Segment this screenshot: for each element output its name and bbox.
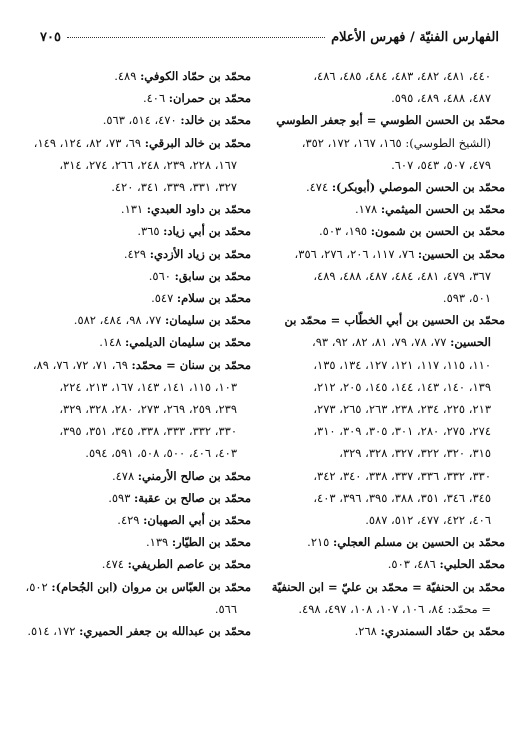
index-entry-line [1,420,251,442]
entry-name: محمّد بن أبي زياد: [163,224,251,239]
entry-page-refs: ٦٩، ٧٣، ٨٢، ١٢٤، ١٤٩، [33,135,145,150]
entry-page-refs: ٧٧، ٩٨، ٤٨٤، ٥٨٢. [73,313,165,328]
index-entry-line [1,487,251,509]
entry-name: محمّد بن عاصم الطريفي: [127,557,251,572]
entry-name: محمّد بن سلام: [176,291,251,306]
index-entry-line [255,531,505,553]
entry-page-refs: ١٣٩. [146,535,172,550]
entry-name: محمّد بن الحسن الطوسي = أبو جعفر الطوسي [276,113,505,128]
index-entry-line [255,87,505,109]
index-entry-line [1,553,251,575]
entry-name: محمّد بن سابق: [174,268,251,283]
entry-page-refs: ١٧٨. [355,202,381,217]
index-entry-line [255,220,505,242]
index-entry-line [255,398,505,420]
entry-page-refs: ٦٩، ٧١، ٧٢، ٧٦، ٨٩، [32,357,132,372]
index-entry-line [255,620,505,642]
index-entry-line [255,376,505,398]
entry-page-refs: ١٠٣، ١١٥، ١٤١، ١٤٣، ١٦٧، ٢١٣، ٢٢٤، [59,379,237,394]
entry-page-refs: ٥٩٣. [108,490,135,505]
entry-page-refs: ١٤٨. [99,335,126,350]
index-entry-line [1,531,251,553]
entry-page-refs: ٥٤٧. [151,291,177,306]
entry-name: محمّد بن الحسن الميثمي: [380,202,505,217]
entry-name: محمّد بن صالح الأرمني: [137,468,251,483]
index-entry-line [1,154,251,176]
entry-page-refs: ٢٧٤، ٢٧٥، ٢٨٠، ٣٠١، ٣٠٥، ٣٠٩، ٣١٠، [313,424,491,439]
index-entry-line [1,354,251,376]
index-entry-line [255,487,505,509]
entry-page-refs: ٤٠٦، ٤٢٢، ٤٧٧، ٥١٢، ٥٨٧. [365,513,491,528]
index-entry-line [255,65,505,87]
index-entry-line [1,309,251,331]
index-entry-line [1,176,251,198]
index-column-right [255,65,505,642]
entry-page-refs: ٧٦، ١١٧، ٢٠٦، ٢٧٦، ٣٥٦، [294,246,418,261]
entry-page-refs: ٣٢٧، ٣٣١، ٣٣٩، ٣٤١، ٤٢٠. [111,180,237,195]
index-entry-line [1,331,251,353]
entry-page-refs: ٤٢٩. [117,513,144,528]
entry-page-refs: ٤٠٦. [142,91,169,106]
index-entry-line [255,509,505,531]
entry-page-refs: ٤٧٠، ٥١٤، ٥٦٣. [102,113,181,128]
entry-page-refs: ٤٧٨. [111,468,138,483]
entry-page-refs: ٤٤٠، ٤٨١، ٤٨٢، ٤٨٣، ٤٨٤، ٤٨٥، ٤٨٦، [313,69,491,83]
entry-name: محمّد بن داود العبدي: [146,202,251,217]
entry-name: محمّد بن سليمان الديلمي: [125,335,251,350]
index-entry-line [255,154,505,176]
index-entry-line [255,109,505,131]
entry-page-refs: ١٣١. [120,202,147,217]
index-entry-line [255,465,505,487]
entry-name: محمّد بن الحسن بن شمون: [370,224,505,239]
entry-name: محمّد بن عبدالله بن جعفر الحميري: [79,624,251,639]
entry-name: محمّد بن الطيّار: [171,535,251,550]
entry-page-refs: ٤٢٩. [123,246,150,261]
entry-name: محمّد بن الحسين بن أبي الخطّاب = محمّد بن [284,313,505,328]
entry-page-refs: (الشيخ الطوسي): ١٦٥، ١٦٧، ١٧٢، ٣٥٢، [301,135,491,150]
entry-page-refs: ٢٦٨. [354,624,381,639]
entry-name: محمّد بن حمران: [168,91,251,106]
header-title: الفهارس الفنيّة / فهرس الأعلام [331,30,499,45]
entry-name: محمّد بن خالد البرقي: [144,135,251,150]
entry-page-refs: ٤٨٧، ٤٨٨، ٤٨٩، ٥٩٥. [391,91,491,106]
entry-name: محمّد بن صالح بن عقبة: [134,490,251,505]
index-entry-line [1,220,251,242]
entry-page-refs: ٣٦٧، ٤٧٩، ٤٨١، ٤٨٤، ٤٨٧، ٤٨٨، ٤٨٩، [313,268,491,283]
index-entry-line [1,620,251,642]
index-entry-line [255,198,505,220]
index-entry-line [1,442,251,464]
entry-page-refs: ٤٠٣، ٤٠٦، ٥٠٠، ٥٠٨، ٥٩١، ٥٩٤. [85,446,237,461]
index-entry-line [1,509,251,531]
entry-page-refs: ٤٧٤. [101,557,128,572]
entry-page-refs: ٣٦٥. [137,224,164,239]
dot-leader [67,37,325,38]
entry-page-refs: ١٣٩، ١٤٠، ١٤٣، ١٤٤، ١٤٥، ٢٠٥، ٢١٢، [313,379,491,394]
entry-page-refs: ٣٤٥، ٣٤٦، ٣٥١، ٣٨٨، ٣٩٥، ٣٩٦، ٤٠٣، [313,490,491,505]
index-entry-line [1,287,251,309]
index-entry-line [255,331,505,353]
entry-name: محمّد بن حمّاد السمندري: [380,624,505,639]
index-entry-line [1,398,251,420]
index-entry-line [1,132,251,154]
running-header [40,30,499,45]
entry-page-refs: ٤٨٩. [114,69,141,83]
index-entry-line [1,576,251,598]
index-entry-line [1,109,251,131]
index-entry-line [255,309,505,331]
entry-page-refs: ١١٠، ١١٥، ١١٧، ١٢١، ١٢٧، ١٣٤، ١٣٥، [313,357,491,372]
entry-page-refs: ١٧٢، ٥١٤. [27,624,80,639]
entry-page-refs: ١٩٥، ٥٠٣. [319,224,371,239]
entry-name: محمّد بن خالد: [180,113,251,128]
index-entry-line [255,265,505,287]
entry-page-refs: ٢٣٩، ٢٥٩، ٢٦٩، ٢٧٣، ٢٨٠، ٣٢٨، ٣٢٩، [59,402,237,417]
entry-page-refs: ٥٠١، ٥٩٣. [442,291,491,306]
index-entry-line [1,598,251,620]
entry-page-refs: ٣٣٠، ٣٣٢، ٣٣٣، ٣٣٨، ٣٤٥، ٣٥١، ٣٩٥، [59,424,237,439]
entry-name: محمّد بن العبّاس بن مروان (ابن الجُحام): [51,579,251,594]
entry-page-refs: ٤٧٤. [305,180,332,195]
index-entry-line [255,420,505,442]
index-entry-line [255,176,505,198]
entry-page-refs: ٥٠٢، [25,579,52,594]
index-entry-line [1,243,251,265]
entry-name: محمّد بن سليمان: [165,313,251,328]
index-entry-line [255,442,505,464]
entry-page-refs: ٣١٥، ٣٢٠، ٣٢٢، ٣٢٧، ٣٢٨، ٣٢٩، [339,446,491,461]
index-entry-line [1,87,251,109]
entry-page-refs: ٤٧٩، ٥٠٧، ٥٤٣، ٦٠٧. [391,157,491,172]
index-entry-line [1,265,251,287]
index-column-left [1,65,251,642]
entry-name: محمّد بن الحسين بن مسلم العجلي: [333,535,505,550]
entry-page-refs: ١٦٧، ٢٢٨، ٢٣٩، ٢٤٨، ٢٦٦، ٢٧٤، ٣١٤، [59,157,237,172]
entry-name: محمّد بن أبي الصهبان: [143,513,251,528]
entry-name: محمّد بن الحنفيّة = محمّد بن عليّ = ابن الحنفيّة [271,579,505,594]
entry-name: محمّد بن الحسين: [417,246,505,261]
index-entry-line [1,198,251,220]
entry-page-refs: ٢١٥. [307,535,333,550]
index-entry-line [255,287,505,309]
index-entry-line [1,376,251,398]
entry-page-refs: ٤٨٦، ٥٠٣. [387,557,440,572]
entry-page-refs: ٧٧، ٧٨، ٧٩، ٨١، ٨٢، ٩٢، ٩٣، [312,335,451,350]
index-entry-line [255,553,505,575]
entry-page-refs: ٣٣٠، ٣٣٢، ٣٣٦، ٣٣٧، ٣٣٨، ٣٤٠، ٣٤٢، [313,468,491,483]
index-entry-line [1,465,251,487]
index-entry-line [255,576,505,598]
entry-page-refs: ٥٦٦. [214,601,237,616]
entry-name: محمّد الحلبي: [439,557,505,572]
entry-name: محمّد بن سنان = محمّد: [131,357,251,372]
index-entry-line [255,132,505,154]
entry-page-refs: ٢١٣، ٢٢٥، ٢٣٤، ٢٣٨، ٢٦٣، ٢٦٥، ٢٧٣، [313,402,491,417]
entry-name: محمّد بن حمّاد الكوفي: [140,69,251,83]
entry-name: الحسين: [450,335,491,350]
entry-page-refs: = محمّد: ٨٤، ١٠٦، ١٠٧، ١٠٨، ٤٩٧، ٤٩٨. [298,601,491,616]
index-entry-line [255,354,505,376]
index-entry-line [255,598,505,620]
page-number: ٧٠٥ [40,30,61,45]
entry-name: محمّد بن الحسن الموصلي (أبوبكر): [331,180,505,195]
index-entry-line [255,243,505,265]
entry-name: محمّد بن زياد الأزدي: [149,246,251,261]
entry-page-refs: ٥٦٠. [148,268,175,283]
index-entry-line [1,65,251,87]
